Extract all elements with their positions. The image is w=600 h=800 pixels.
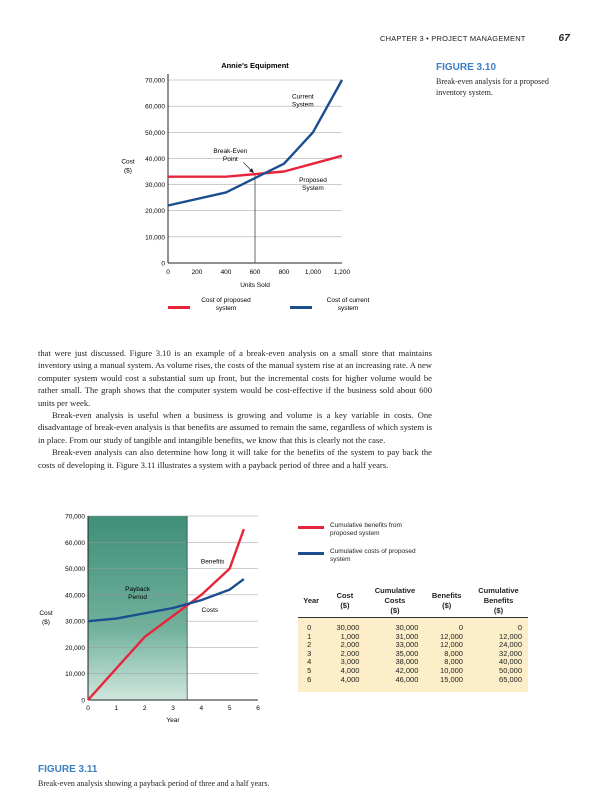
break-even-annotation: Point [222,156,238,164]
legend-swatch-blue [298,552,324,555]
y-tick-label: 0 [81,697,85,705]
payback-period-label: Period [128,593,147,601]
proposed-system-annotation: Proposed [299,176,327,184]
proposed-system-line [168,156,342,177]
paragraph: Break-even analysis is useful when a business is growing and volume is a key variable in costs. One disadvantage of break-even analysis is that benefits are assumed to remain the same, regardless of which system is in place. From our study of tangible and intangible benefits, we know that this is clearly not the case. [38,410,432,445]
x-tick-label: 0 [166,269,170,276]
table-row: 4 3,000 38,000 8,000 40,000 [298,658,528,667]
x-tick-label: 400 [220,269,232,276]
paragraph: Break-even analysis can also determine how long it will take for the benefits of the system to pay back the costs of developing it. Figure 3.11 illustrates a system with a payback period of three and a half years. [38,447,432,470]
current-system-annotation: System [292,101,314,109]
y-axis-label: ($) [42,619,50,627]
y-tick-label: 50,000 [145,129,165,137]
x-tick-label: 1,000 [304,269,322,276]
legend-label: Cumulative benefits from proposed system [330,522,402,537]
table-header-cell: Cost ($) [324,585,365,618]
y-tick-label: 30,000 [145,182,165,190]
legend-label: Cost of proposed [201,297,251,304]
break-even-chart [110,58,390,328]
paragraph: that were just discussed. Figure 3.10 is an example of a break-even analysis on a small store that maintains inventory using a manual system. As volume rises, the costs of the manual system rise at an increasing rate. A new computer system would cost a substantial sum up front, but the incremental costs for higher volume would be rather small. The graph shows that the computer system would be cost-effective if the business sold about 600 units per week. [38,348,432,408]
table-header-cell: Year [298,585,324,618]
table-row: 3 2,000 35,000 8,000 32,000 [298,650,528,659]
x-tick-label: 1 [114,705,119,712]
x-tick-label: 200 [191,269,203,276]
legend-item [298,548,448,564]
payback-period-label: Payback [125,585,151,593]
y-tick-label: 70,000 [65,513,85,521]
page-header [380,34,570,43]
table-row: 1 1,000 31,000 12,000 12,000 [298,633,528,642]
legend-swatch [290,306,312,309]
page-number: 67 [558,33,570,44]
legend-swatch-red [298,526,324,529]
legend-label: system [215,305,237,312]
x-tick-label: 6 [256,705,260,712]
x-axis-label: Year [166,717,180,724]
x-tick-label: 3 [171,705,175,712]
table-header-cell: Cumulative Costs ($) [365,585,424,618]
cumulative-table [298,585,528,692]
x-tick-label: 1,200 [333,269,351,276]
payback-chart [30,508,270,773]
proposed-system-annotation: System [302,184,324,192]
table-header-row [298,585,528,618]
y-tick-label: 0 [161,260,165,268]
benefits-label: Benefits [200,558,225,566]
body-text [38,347,432,471]
y-tick-label: 10,000 [65,671,85,679]
y-tick-label: 30,000 [65,618,85,626]
table-header-cell: Cumulative Benefits ($) [469,585,528,618]
figure-3-10-caption [436,62,576,98]
break-even-annotation: Break-Even [213,148,248,156]
table-row: 6 4,000 46,000 15,000 65,000 [298,676,528,693]
y-axis-label: ($) [124,167,132,175]
y-tick-label: 20,000 [65,644,85,652]
payback-legend [298,522,448,574]
y-tick-label: 40,000 [65,592,85,600]
legend-label: system [337,305,359,312]
y-axis-label: Cost [121,158,135,166]
y-tick-label: 70,000 [145,77,165,85]
table-row: 2 2,000 33,000 12,000 24,000 [298,641,528,650]
x-axis-label: Units Sold [240,282,270,289]
x-tick-label: 4 [199,705,204,712]
x-tick-label: 2 [142,705,147,712]
table-row: 0 30,000 30,000 0 0 [298,618,528,633]
x-tick-label: 5 [227,705,232,712]
x-tick-label: 600 [249,269,261,276]
y-tick-label: 60,000 [65,539,85,547]
figure-caption-text: Break-even analysis for a proposed inventory system. [436,77,549,97]
chapter-title: CHAPTER 3 • PROJECT MANAGEMENT [380,34,526,43]
figure-3-11-caption [38,764,438,789]
legend-swatch [168,306,190,309]
y-tick-label: 60,000 [145,103,165,111]
figure-caption-text: Break-even analysis showing a payback period of three and a half years. [38,779,270,788]
figure-label: FIGURE 3.11 [38,764,98,775]
legend-label: Cost of current [326,297,370,304]
current-system-annotation: Current [292,93,314,101]
figure-label: FIGURE 3.10 [436,62,497,73]
y-tick-label: 40,000 [145,155,165,163]
y-tick-label: 20,000 [145,208,165,216]
legend-item [298,522,448,538]
x-tick-label: 0 [86,705,90,712]
y-axis-label: Cost [39,610,53,618]
y-tick-label: 50,000 [65,566,85,574]
y-tick-label: 10,000 [145,234,165,242]
legend-label: Cumulative costs of proposed system [330,548,416,563]
x-tick-label: 800 [278,269,290,276]
costs-label: Costs [201,606,219,614]
table-header-cell: Benefits ($) [424,585,469,618]
table-row: 5 4,000 42,000 10,000 50,000 [298,667,528,676]
chart-title: Annie's Equipment [221,61,289,70]
